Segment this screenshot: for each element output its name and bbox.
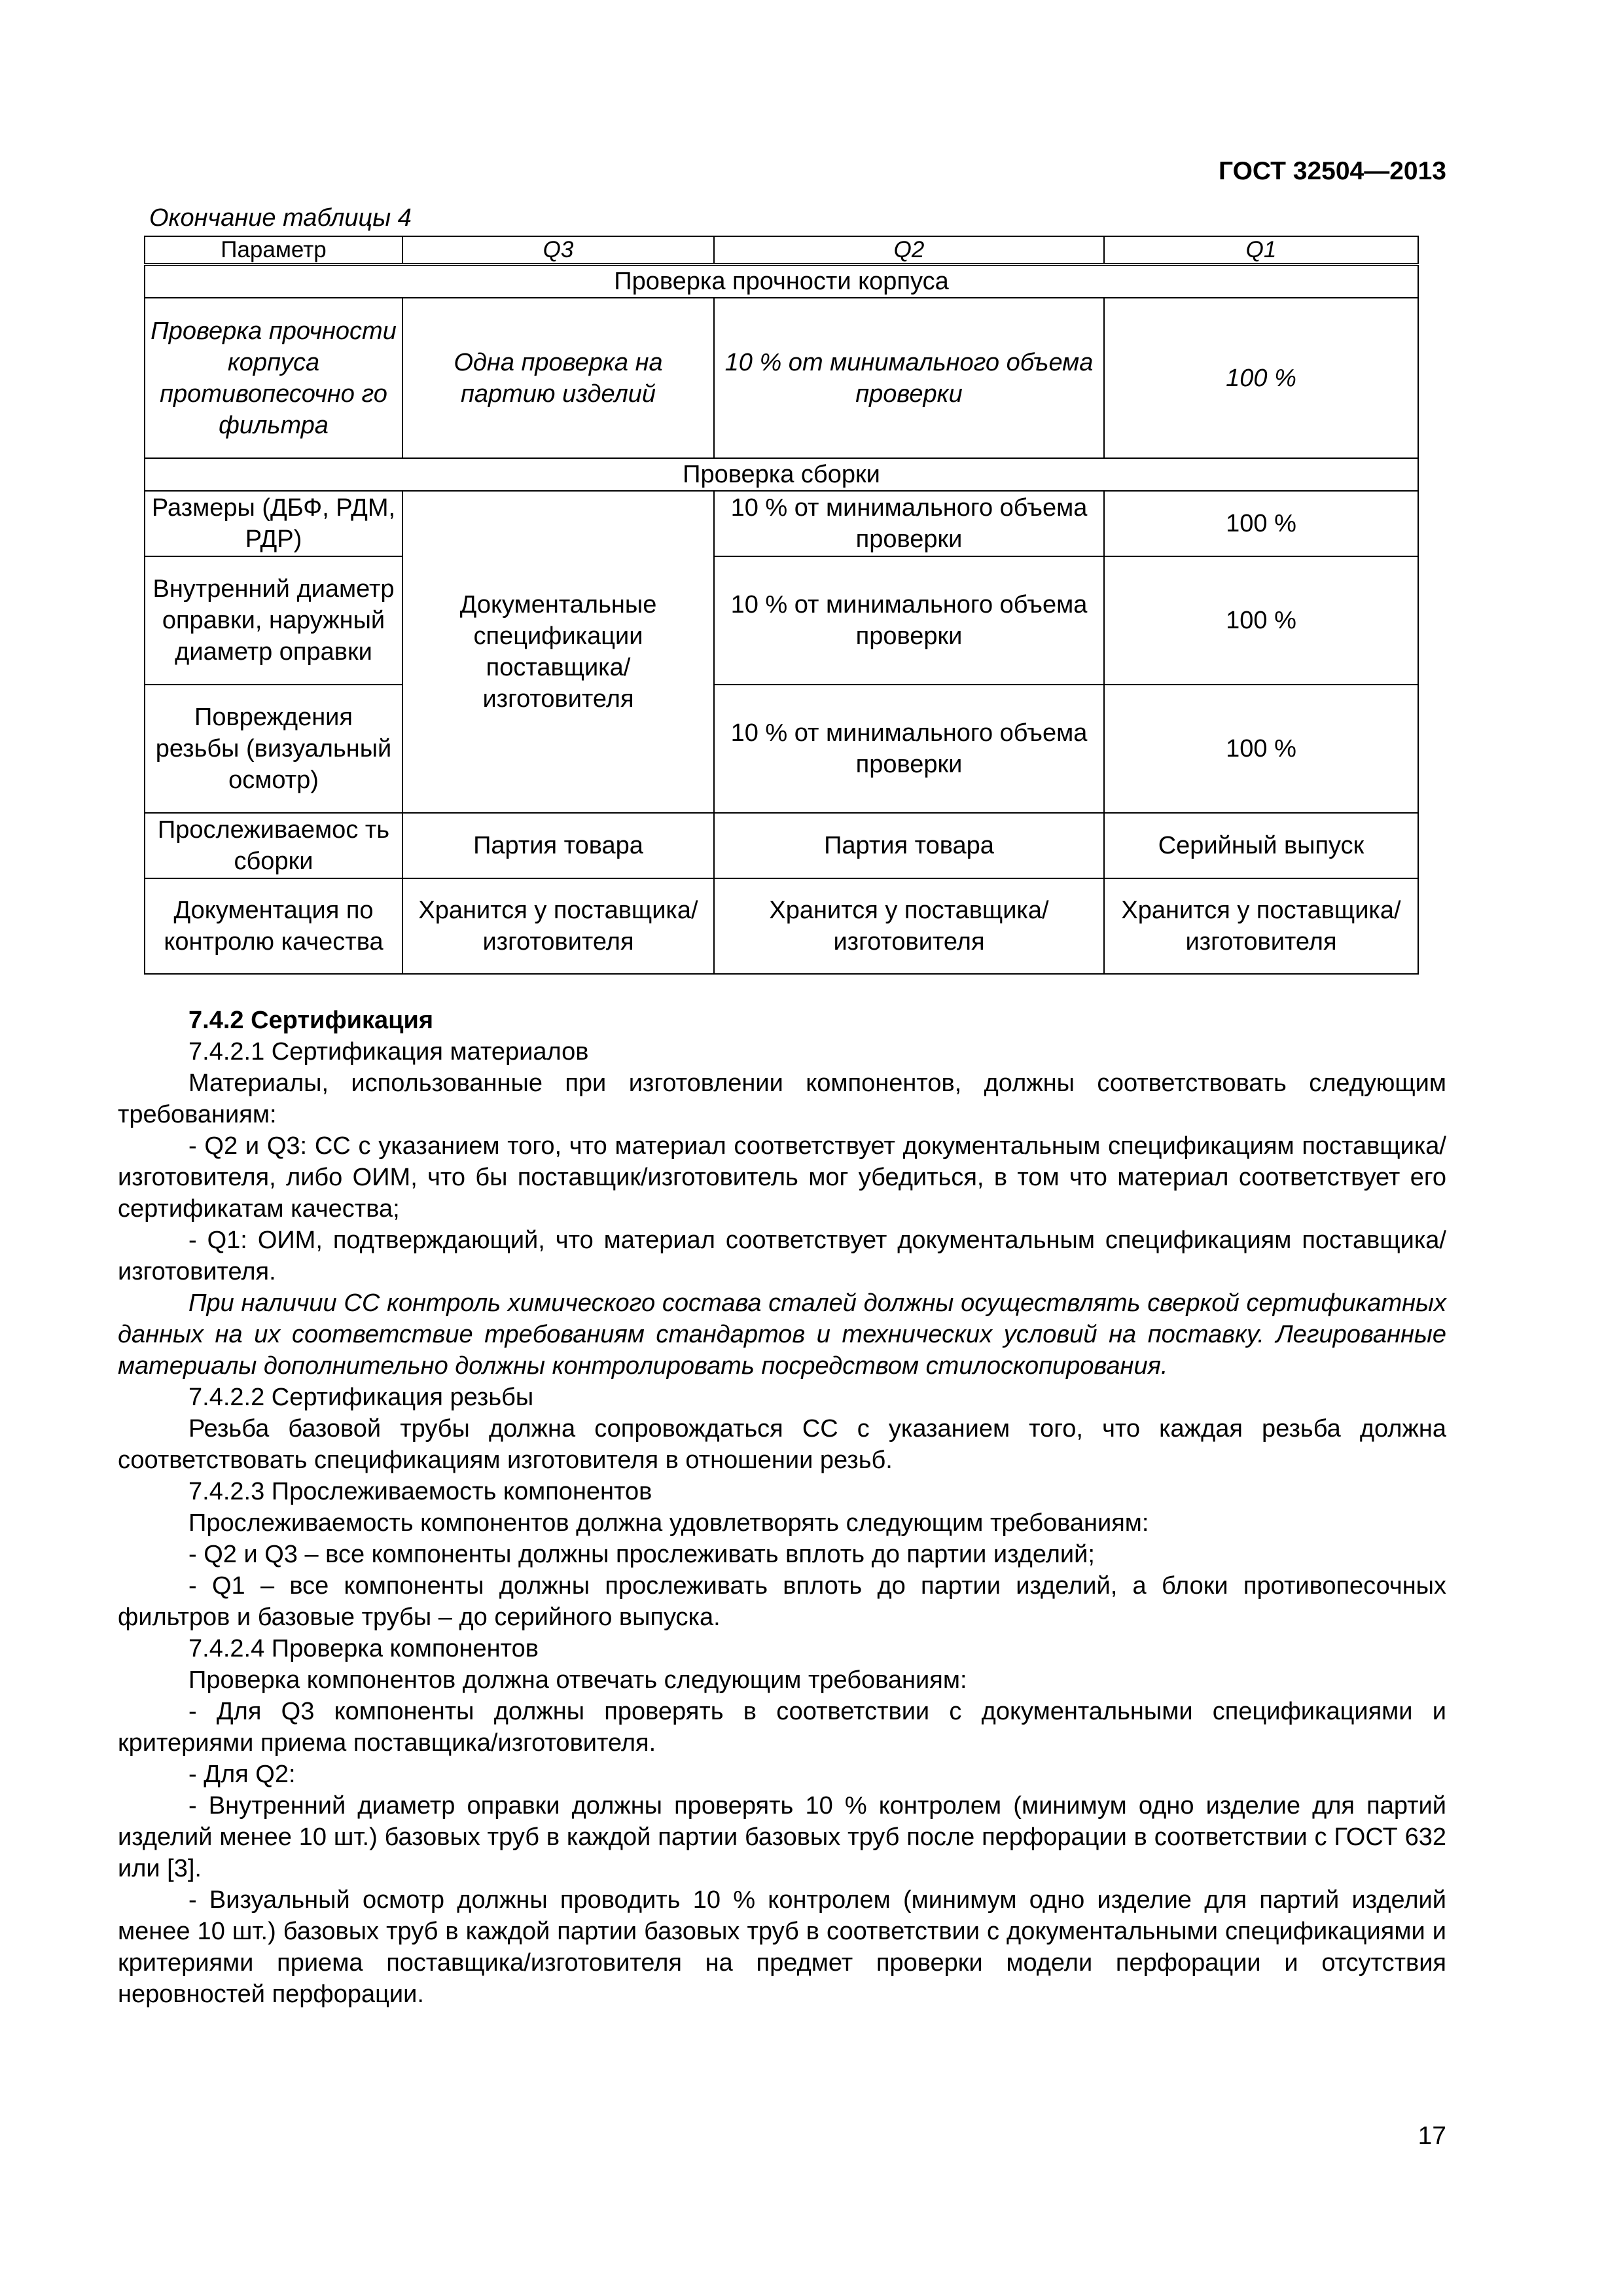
cell-q1: 100 % — [1104, 556, 1418, 685]
document-number-header: ГОСТ 32504—2013 — [1219, 157, 1446, 185]
table-row — [145, 813, 1418, 878]
heading-7-4-2-3: 7.4.2.3 Прослеживаемость компонентов — [188, 1478, 652, 1505]
list-item: - Визуальный осмотр должны проводить 10 % контролем (минимум одно изделие для партий изделий менее 10 шт.) базовых труб в каждой партии базовых труб в соответствии с документальными спецификациями и критериями приема поставщика/изготовителя на предмет проверки модели перфорации и отсутствия неровностей перфорации. — [118, 1886, 1446, 2008]
cell-q2: 10 % от минимального объема проверки — [714, 491, 1104, 556]
cell-q1: 100 % — [1104, 685, 1418, 813]
section-title: Проверка прочности корпуса — [145, 264, 1418, 298]
heading-7-4-2-4: 7.4.2.4 Проверка компонентов — [188, 1635, 539, 1662]
cell-q3: Хранится у поставщика/ изготовителя — [402, 878, 714, 974]
heading-7-4-2-1: 7.4.2.1 Сертификация материалов — [188, 1038, 589, 1066]
cell-param: Документация по контролю качества — [145, 878, 402, 974]
heading-7-4-2: 7.4.2 Сертификация — [188, 1007, 433, 1034]
cell-param: Прослеживаемос ть сборки — [145, 813, 402, 878]
cell-q1: 100 % — [1104, 298, 1418, 458]
header-cell-q2: Q2 — [714, 236, 1104, 264]
table-4 — [144, 236, 1419, 975]
section-row — [145, 458, 1418, 491]
list-item: - Для Q2: — [188, 1761, 296, 1788]
cell-q1: 100 % — [1104, 491, 1418, 556]
list-item: - Для Q3 компоненты должны проверять в соответствии с документальными спецификациями и критериями приема поставщика/изготовителя. — [118, 1698, 1446, 1757]
header-cell-q1: Q1 — [1104, 236, 1418, 264]
cell-q2: 10 % от минимального объема проверки — [714, 298, 1104, 458]
table-row — [145, 298, 1418, 458]
header-cell-q3: Q3 — [402, 236, 714, 264]
cell-q2: Хранится у поставщика/ изготовителя — [714, 878, 1104, 974]
paragraph: Прослеживаемость компонентов должна удовлетворять следующим требованиям: — [188, 1509, 1149, 1537]
cell-q3: Одна проверка на партию изделий — [402, 298, 714, 458]
heading-7-4-2-2: 7.4.2.2 Сертификация резьбы — [188, 1384, 534, 1411]
list-item: - Q1: ОИМ, подтверждающий, что материал соответствует документальным спецификациям поставщика/изготовителя. — [118, 1227, 1446, 1285]
cell-param: Проверка прочности корпуса противопесочно го фильтра — [145, 298, 402, 458]
table-row — [145, 491, 1418, 556]
list-item: - Внутренний диаметр оправки должны проверять 10 % контролем (минимум одно изделие для партий изделий менее 10 шт.) базовых труб в каждой партии базовых труб после перфорации в соответствии с ГОСТ 632 или [3]. — [118, 1792, 1446, 1882]
section-title: Проверка сборки — [145, 458, 1418, 491]
table-header-row — [145, 236, 1418, 264]
cell-q1: Серийный выпуск — [1104, 813, 1418, 878]
cell-param: Внутренний диаметр оправки, наружный диаметр оправки — [145, 556, 402, 685]
table-row — [145, 556, 1418, 685]
cell-q1: Хранится у поставщика/ изготовителя — [1104, 878, 1418, 974]
list-item: - Q1 – все компоненты должны прослеживать вплоть до партии изделий, а блоки противопесочных фильтров и базовые трубы – до серийного выпуска. — [118, 1572, 1446, 1631]
cell-q2: Партия товара — [714, 813, 1104, 878]
page-number: 17 — [1418, 2122, 1446, 2150]
cell-q3: Партия товара — [402, 813, 714, 878]
paragraph: Резьба базовой трубы должна сопровождаться СС с указанием того, что каждая резьба должна соответствовать спецификациям изготовителя в отношении резьб. — [118, 1415, 1446, 1474]
paragraph: Материалы, использованные при изготовлении компонентов, должны соответствовать следующим требованиям: — [118, 1069, 1446, 1128]
cell-q2: 10 % от минимального объема проверки — [714, 556, 1104, 685]
table-caption: Окончание таблицы 4 — [149, 204, 412, 232]
cell-param: Размеры (ДБФ, РДМ, РДР) — [145, 491, 402, 556]
section-7-4-2 — [118, 1005, 1446, 2010]
table-row — [145, 685, 1418, 813]
paragraph-italic: При наличии СС контроль химического состава сталей должны осуществлять сверкой сертификатных данных на их соответствие требованиям стандартов и технических условий на поставку. Легированные материалы дополнительно должны контролировать посредством стилоскопирования. — [118, 1289, 1446, 1380]
paragraph: Проверка компонентов должна отвечать следующим требованиям: — [188, 1666, 967, 1694]
header-cell-param: Параметр — [145, 236, 402, 264]
list-item: - Q2 и Q3: СС с указанием того, что материал соответствует документальным спецификациям поставщика/изготовителя, либо ОИМ, что бы поставщик/изготовитель мог убедиться, в том что материал соответствует его сертификатам качества; — [118, 1132, 1446, 1223]
section-row — [145, 264, 1418, 298]
cell-q2: 10 % от минимального объема проверки — [714, 685, 1104, 813]
table-row — [145, 878, 1418, 974]
cell-param: Повреждения резьбы (визуальный осмотр) — [145, 685, 402, 813]
list-item: - Q2 и Q3 – все компоненты должны прослеживать вплоть до партии изделий; — [188, 1541, 1095, 1568]
cell-q3-merged: Документальные спецификации поставщика/ изготовителя — [402, 491, 714, 813]
